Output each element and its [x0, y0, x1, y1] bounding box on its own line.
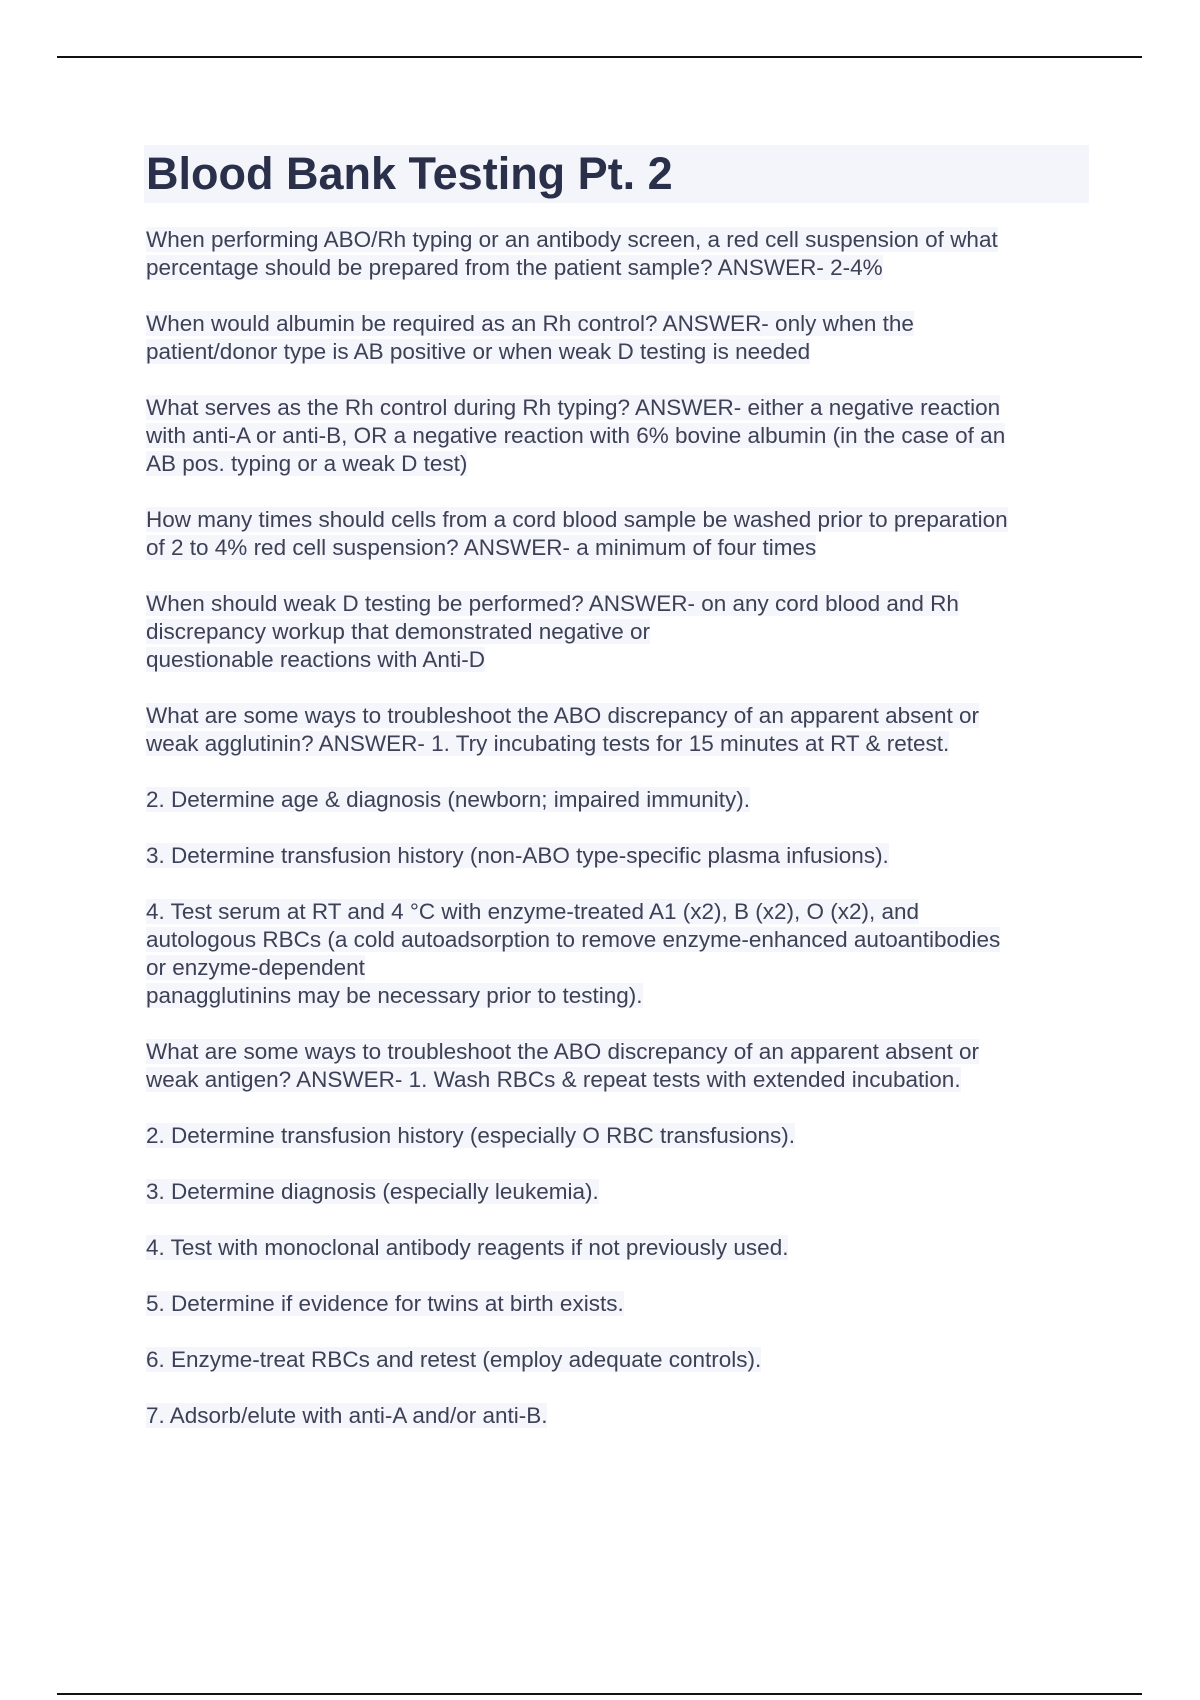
qa-paragraph: [146, 1346, 1086, 1374]
paragraph-line: [146, 1346, 1086, 1374]
paragraph-line-text: percentage should be prepared from the patient sample? ANSWER- 2-4%: [146, 255, 883, 280]
paragraph-line: [146, 982, 1086, 1010]
qa-paragraph: [146, 310, 1086, 366]
paragraph-line: [146, 590, 1086, 618]
paragraph-line-text: or enzyme-dependent: [146, 955, 365, 980]
paragraph-line-text: 6. Enzyme-treat RBCs and retest (employ adequate controls).: [146, 1347, 762, 1372]
paragraph-line-text: 2. Determine transfusion history (especially O RBC transfusions).: [146, 1123, 795, 1148]
document-body: [146, 226, 1086, 1458]
paragraph-line-text: weak antigen? ANSWER- 1. Wash RBCs & repeat tests with extended incubation.: [146, 1067, 961, 1092]
qa-paragraph: [146, 1234, 1086, 1262]
paragraph-line: [146, 730, 1086, 758]
paragraph-line-text: 2. Determine age & diagnosis (newborn; impaired immunity).: [146, 787, 751, 812]
qa-paragraph: [146, 1178, 1086, 1206]
paragraph-line: [146, 1178, 1086, 1206]
paragraph-line: [146, 1122, 1086, 1150]
paragraph-line: [146, 646, 1086, 674]
paragraph-line-text: 4. Test serum at RT and 4 °C with enzyme-treated A1 (x2), B (x2), O (x2), and: [146, 899, 920, 924]
paragraph-line: [146, 898, 1086, 926]
paragraph-line-text: patient/donor type is AB positive or when weak D testing is needed: [146, 339, 811, 364]
qa-paragraph: [146, 590, 1086, 674]
paragraph-line: [146, 394, 1086, 422]
paragraph-line: [146, 254, 1086, 282]
paragraph-line-text: 3. Determine transfusion history (non-ABO type-specific plasma infusions).: [146, 843, 889, 868]
paragraph-line-text: What serves as the Rh control during Rh typing? ANSWER- either a negative reaction: [146, 395, 1001, 420]
paragraph-line-text: How many times should cells from a cord blood sample be washed prior to preparation: [146, 507, 1008, 532]
paragraph-line-text: 4. Test with monoclonal antibody reagents if not previously used.: [146, 1235, 789, 1260]
paragraph-line-text: 5. Determine if evidence for twins at birth exists.: [146, 1291, 624, 1316]
paragraph-line-text: What are some ways to troubleshoot the ABO discrepancy of an apparent absent or: [146, 703, 979, 728]
paragraph-line-text: AB pos. typing or a weak D test): [146, 451, 468, 476]
paragraph-line: [146, 954, 1086, 982]
paragraph-line-text: When would albumin be required as an Rh control? ANSWER- only when the: [146, 311, 914, 336]
qa-paragraph: [146, 786, 1086, 814]
bottom-rule: [57, 1693, 1142, 1695]
paragraph-line: [146, 926, 1086, 954]
qa-paragraph: [146, 1290, 1086, 1318]
paragraph-line: [146, 422, 1086, 450]
page-title: Blood Bank Testing Pt. 2: [146, 148, 673, 199]
paragraph-line-text: 3. Determine diagnosis (especially leukemia).: [146, 1179, 599, 1204]
paragraph-line-text: What are some ways to troubleshoot the ABO discrepancy of an apparent absent or: [146, 1039, 979, 1064]
paragraph-line: [146, 226, 1086, 254]
paragraph-line: [146, 450, 1086, 478]
paragraph-line-text: 7. Adsorb/elute with anti-A and/or anti-B.: [146, 1403, 548, 1428]
qa-paragraph: [146, 506, 1086, 562]
paragraph-line: [146, 702, 1086, 730]
paragraph-line-text: When performing ABO/Rh typing or an antibody screen, a red cell suspension of what: [146, 227, 998, 252]
qa-paragraph: [146, 226, 1086, 282]
paragraph-line: [146, 1066, 1086, 1094]
paragraph-line: [146, 618, 1086, 646]
paragraph-line-text: weak agglutinin? ANSWER- 1. Try incubating tests for 15 minutes at RT & retest.: [146, 731, 950, 756]
qa-paragraph: [146, 702, 1086, 758]
paragraph-line: [146, 842, 1086, 870]
paragraph-line-text: panagglutinins may be necessary prior to testing).: [146, 983, 643, 1008]
paragraph-line: [146, 338, 1086, 366]
paragraph-line: [146, 534, 1086, 562]
paragraph-line: [146, 1038, 1086, 1066]
qa-paragraph: [146, 1122, 1086, 1150]
paragraph-line: [146, 1234, 1086, 1262]
paragraph-line-text: of 2 to 4% red cell suspension? ANSWER- a minimum of four times: [146, 535, 817, 560]
paragraph-line-text: with anti-A or anti-B, OR a negative reaction with 6% bovine albumin (in the case of an: [146, 423, 1006, 448]
paragraph-line-text: When should weak D testing be performed? ANSWER- on any cord blood and Rh: [146, 591, 959, 616]
paragraph-line: [146, 1402, 1086, 1430]
paragraph-line-text: discrepancy workup that demonstrated negative or: [146, 619, 651, 644]
top-rule: [57, 56, 1142, 58]
paragraph-line: [146, 506, 1086, 534]
qa-paragraph: [146, 898, 1086, 1010]
paragraph-line: [146, 1290, 1086, 1318]
qa-paragraph: [146, 394, 1086, 478]
paragraph-line: [146, 786, 1086, 814]
paragraph-line-text: questionable reactions with Anti-D: [146, 647, 485, 672]
paragraph-line: [146, 310, 1086, 338]
paragraph-line-text: autologous RBCs (a cold autoadsorption to remove enzyme-enhanced autoantibodies: [146, 927, 1001, 952]
qa-paragraph: [146, 842, 1086, 870]
qa-paragraph: [146, 1402, 1086, 1430]
qa-paragraph: [146, 1038, 1086, 1094]
